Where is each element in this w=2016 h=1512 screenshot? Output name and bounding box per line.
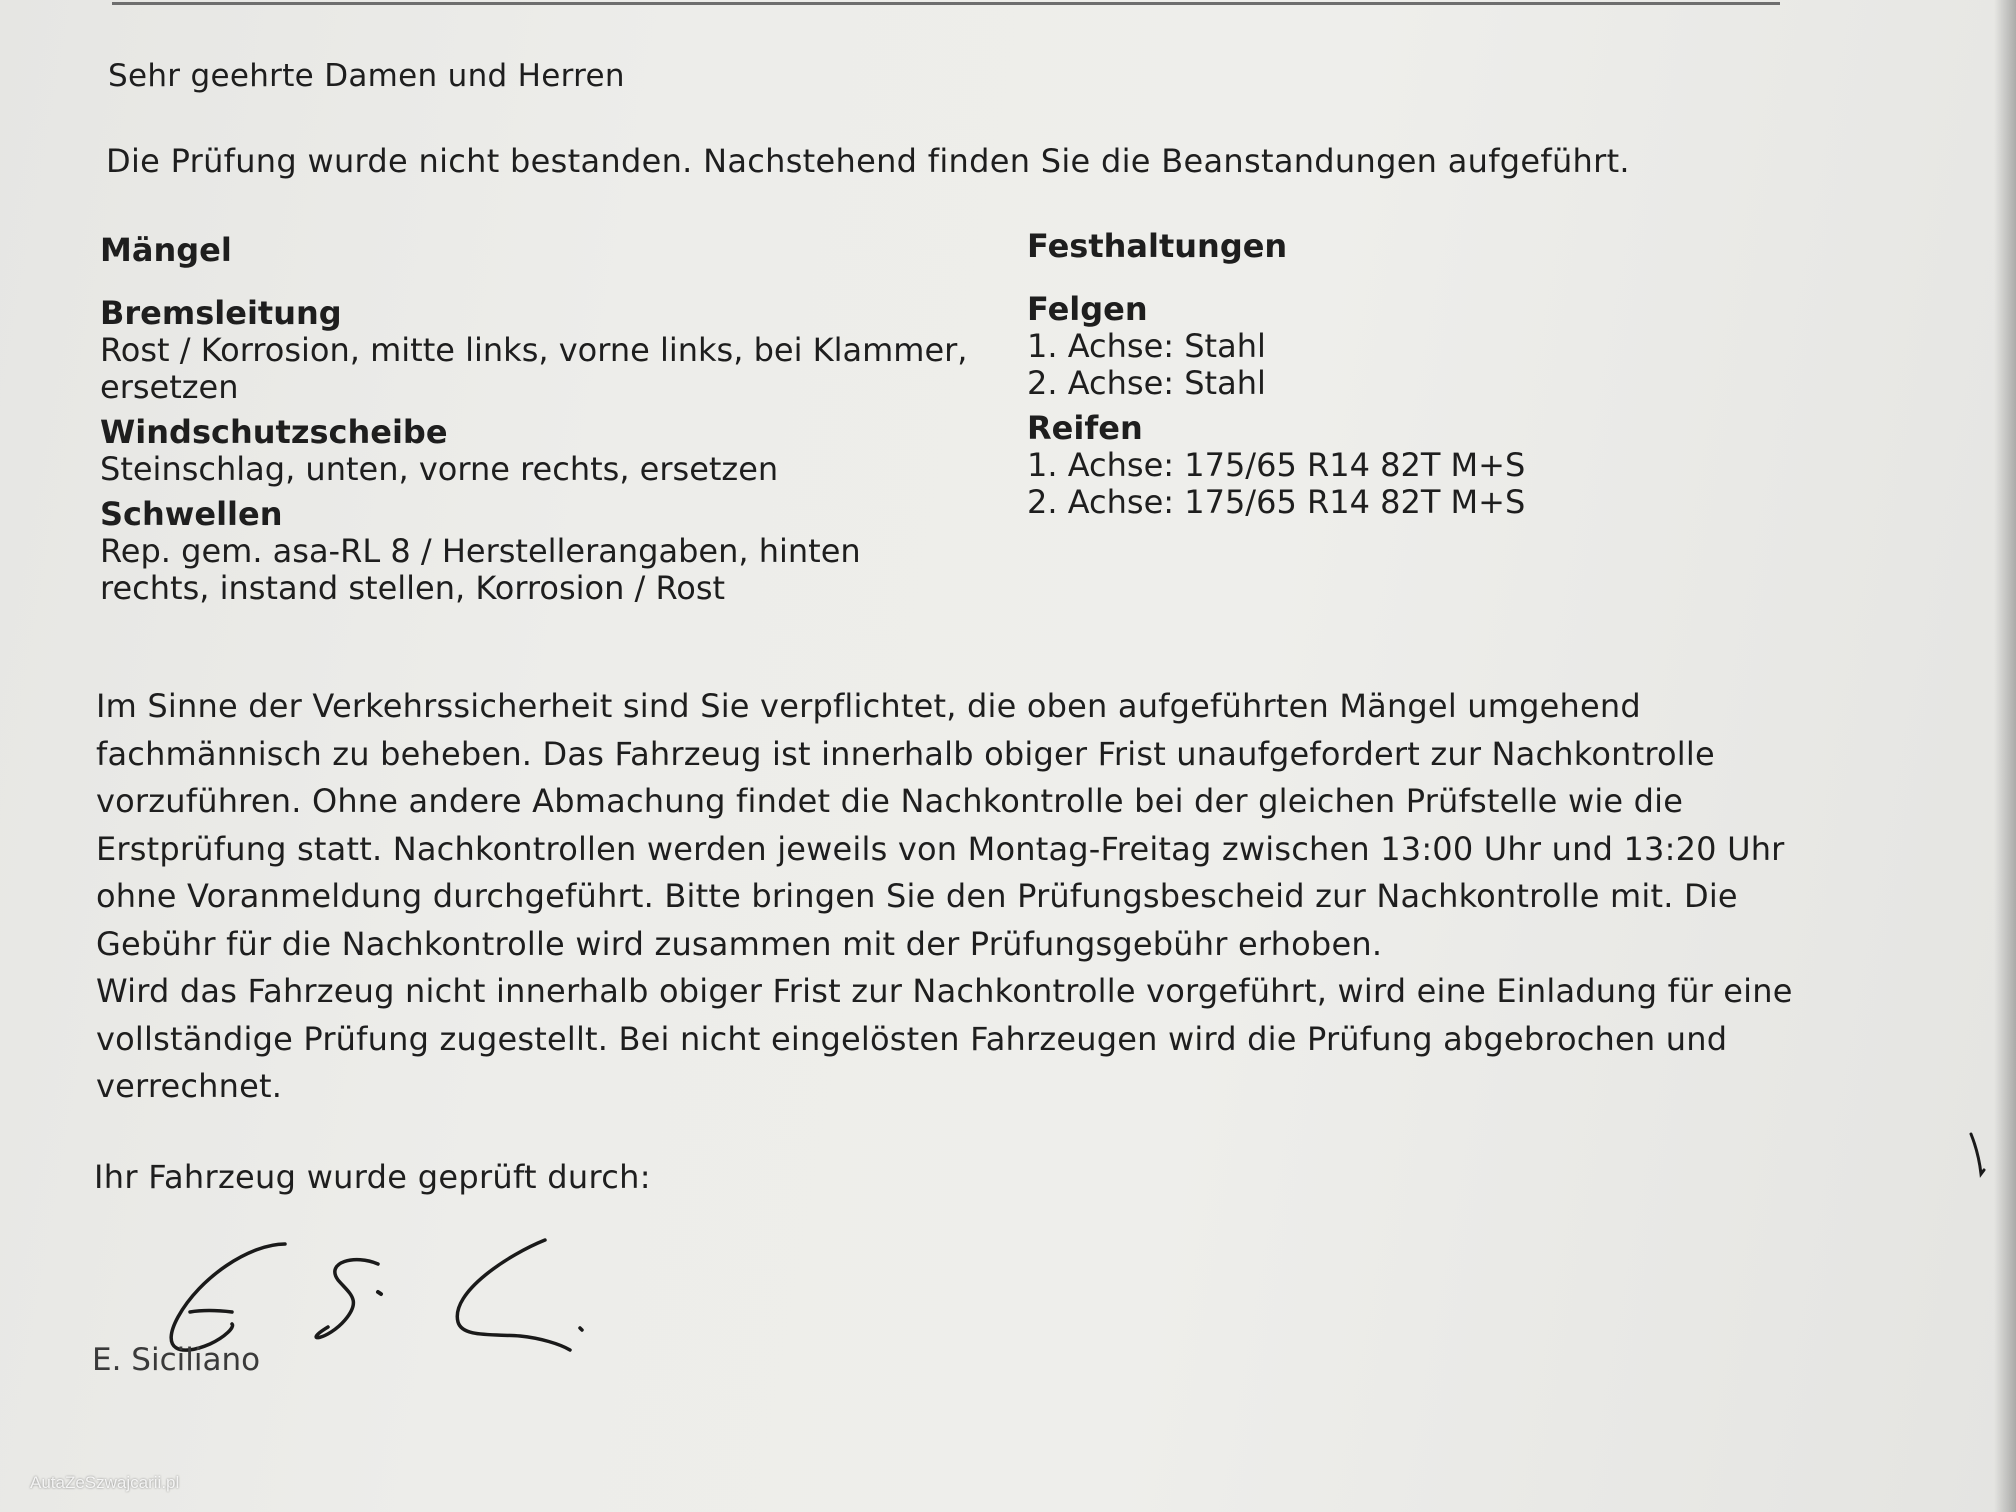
finding-text: 2. Achse: Stahl: [1027, 364, 1266, 402]
checked-by-label: Ihr Fahrzeug wurde geprüft durch:: [94, 1158, 651, 1196]
paragraph-line: Erstprüfung statt. Nachkontrollen werden jeweils von Montag-Freitag zwischen 13:00 Uhr und 13:20 Uhr: [96, 829, 1785, 868]
pen-mark: [1965, 1130, 1995, 1190]
defect-text: ersetzen: [100, 368, 239, 406]
page-edge-shadow: [1994, 0, 2016, 1512]
finding-item: [1027, 291, 1727, 402]
finding-text: 1. Achse: 175/65 R14 82T M+S: [1027, 446, 1526, 484]
findings-heading: Festhaltungen: [1027, 227, 1288, 265]
defect-title: Windschutzscheibe: [100, 413, 448, 451]
paragraph-line: vorzuführen. Ohne andere Abmachung findet die Nachkontrolle bei der gleichen Prüfstelle wie die: [96, 782, 1684, 820]
defects-column: [100, 232, 1020, 615]
paragraph-line: fachmännisch zu beheben. Das Fahrzeug ist innerhalb obiger Frist unaufgefordert zur Nachkontrolle: [96, 734, 1715, 773]
paragraph-line: verrechnet.: [96, 1067, 283, 1105]
finding-text: 1. Achse: Stahl: [1027, 327, 1266, 365]
finding-text: 2. Achse: 175/65 R14 82T M+S: [1027, 483, 1526, 521]
header-rule: [112, 2, 1780, 5]
intro-sentence: Die Prüfung wurde nicht bestanden. Nachstehend finden Sie die Beanstandungen aufgeführt.: [106, 142, 1630, 180]
defects-heading: Mängel: [100, 231, 232, 269]
defect-item: [100, 414, 1020, 488]
signer-name: E. Siciliano: [92, 1342, 261, 1378]
paragraph-line: ohne Voranmeldung durchgeführt. Bitte bringen Sie den Prüfungsbescheid zur Nachkontrolle mit. Die: [96, 877, 1738, 915]
watermark-text: AutaZeSzwajcarii.pl: [30, 1473, 180, 1492]
finding-item: [1027, 410, 1727, 521]
findings-column: [1027, 228, 1727, 529]
paragraph-line: Gebühr für die Nachkontrolle wird zusammen mit der Prüfungsgebühr erhoben.: [96, 924, 1383, 963]
defect-text: Steinschlag, unten, vorne rechts, ersetzen: [100, 450, 779, 488]
defect-item: [100, 496, 1020, 607]
defect-item: [100, 295, 1020, 406]
defect-text: Rep. gem. asa-RL 8 / Herstellerangaben, hinten: [100, 532, 861, 570]
defect-title: Schwellen: [100, 495, 283, 533]
defect-text: rechts, instand stellen, Korrosion / Rost: [100, 569, 726, 607]
instructions-paragraph: [96, 683, 1896, 1111]
defect-title: Bremsleitung: [100, 294, 342, 332]
paragraph-line: Wird das Fahrzeug nicht innerhalb obiger Frist zur Nachkontrolle vorgeführt, wird eine Einladung für eine: [96, 972, 1793, 1010]
paragraph-line: Im Sinne der Verkehrssicherheit sind Sie verpflichtet, die oben aufgeführten Mängel umgehend: [96, 687, 1641, 725]
salutation: Sehr geehrte Damen und Herren: [108, 58, 625, 94]
finding-title: Reifen: [1027, 409, 1143, 447]
paragraph-line: vollständige Prüfung zugestellt. Bei nicht eingelösten Fahrzeugen wird die Prüfung abgebrochen und: [96, 1019, 1728, 1058]
defect-text: Rost / Korrosion, mitte links, vorne links, bei Klammer,: [100, 331, 968, 369]
finding-title: Felgen: [1027, 290, 1148, 328]
